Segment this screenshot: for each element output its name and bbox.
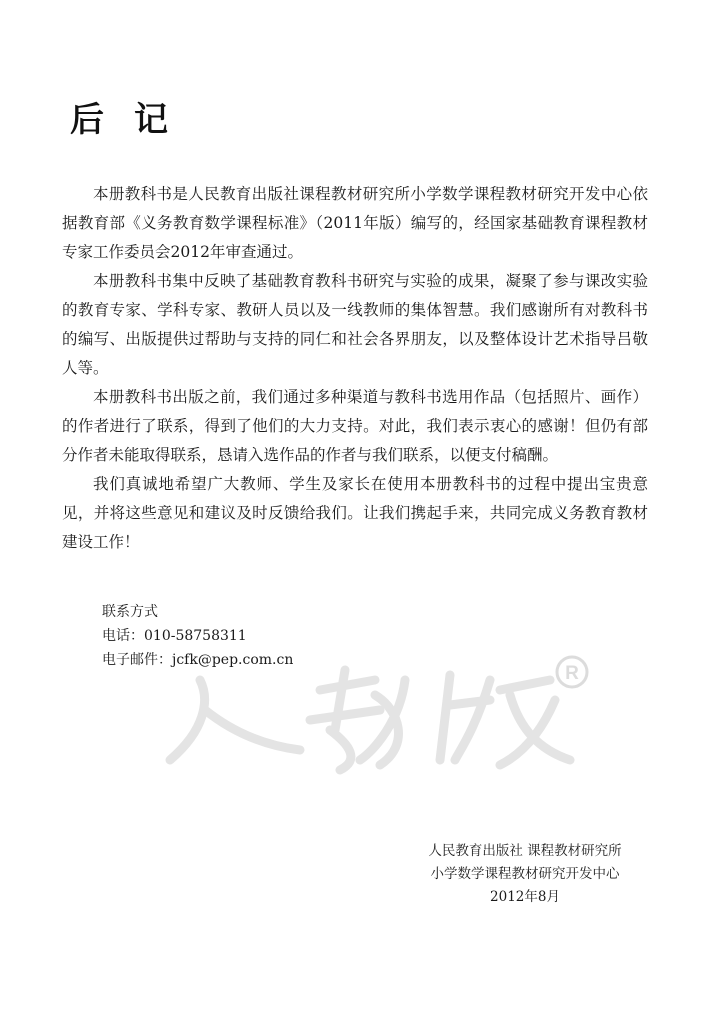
title-char-2: 记 — [134, 100, 168, 140]
paragraph-3: 本册教科书出版之前，我们通过多种渠道与教科书选用作品（包括照片、画作）的作者进行了联系，得到了他们的大力支持。对此，我们表示衷心的感谢！但仍有部分作者未能取得联系，恳请入选作品的作者与我们联系，以便支付稿酬。 — [62, 388, 648, 464]
contact-heading: 联系方式 — [102, 604, 158, 620]
paragraph-1: 本册教科书是人民教育出版社课程教材研究所小学数学课程教材研究开发中心依据教育部《义务教育数学课程标准》（2011年版）编写的，经国家基础教育课程教材专家工作委员会2012年审查通过。 — [62, 185, 648, 261]
page-title — [70, 92, 168, 141]
contact-info — [102, 600, 293, 672]
paragraph-2: 本册教科书集中反映了基础教育教科书研究与实验的成果，凝聚了参与课改实验的教育专家、学科专家、教研人员以及一线教师的集体智慧。我们感谢所有对教科书的编写、出版提供过帮助与支持的同仁和社会各界朋友，以及整体设计艺术指导吕敬人等。 — [62, 272, 648, 377]
afterword-body — [62, 180, 648, 557]
publisher-signature — [420, 840, 630, 909]
paragraph-4: 我们真诚地希望广大教师、学生及家长在使用本册教科书的过程中提出宝贵意见，并将这些意见和建议及时反馈给我们。让我们携起手来，共同完成义务教育教材建设工作！ — [62, 475, 648, 551]
title-char-1: 后 — [70, 100, 104, 140]
signature-date: 2012年8月 — [490, 889, 560, 905]
contact-phone: 电话：010-58758311 — [102, 628, 247, 644]
svg-text:R: R — [565, 663, 579, 684]
contact-email: 电子邮件：jcfk@pep.com.cn — [102, 652, 294, 668]
signature-line-1: 人民教育出版社 课程教材研究所 — [428, 843, 622, 859]
registered-mark-icon — [557, 657, 587, 687]
signature-line-2: 小学数学课程教材研究开发中心 — [430, 866, 620, 882]
